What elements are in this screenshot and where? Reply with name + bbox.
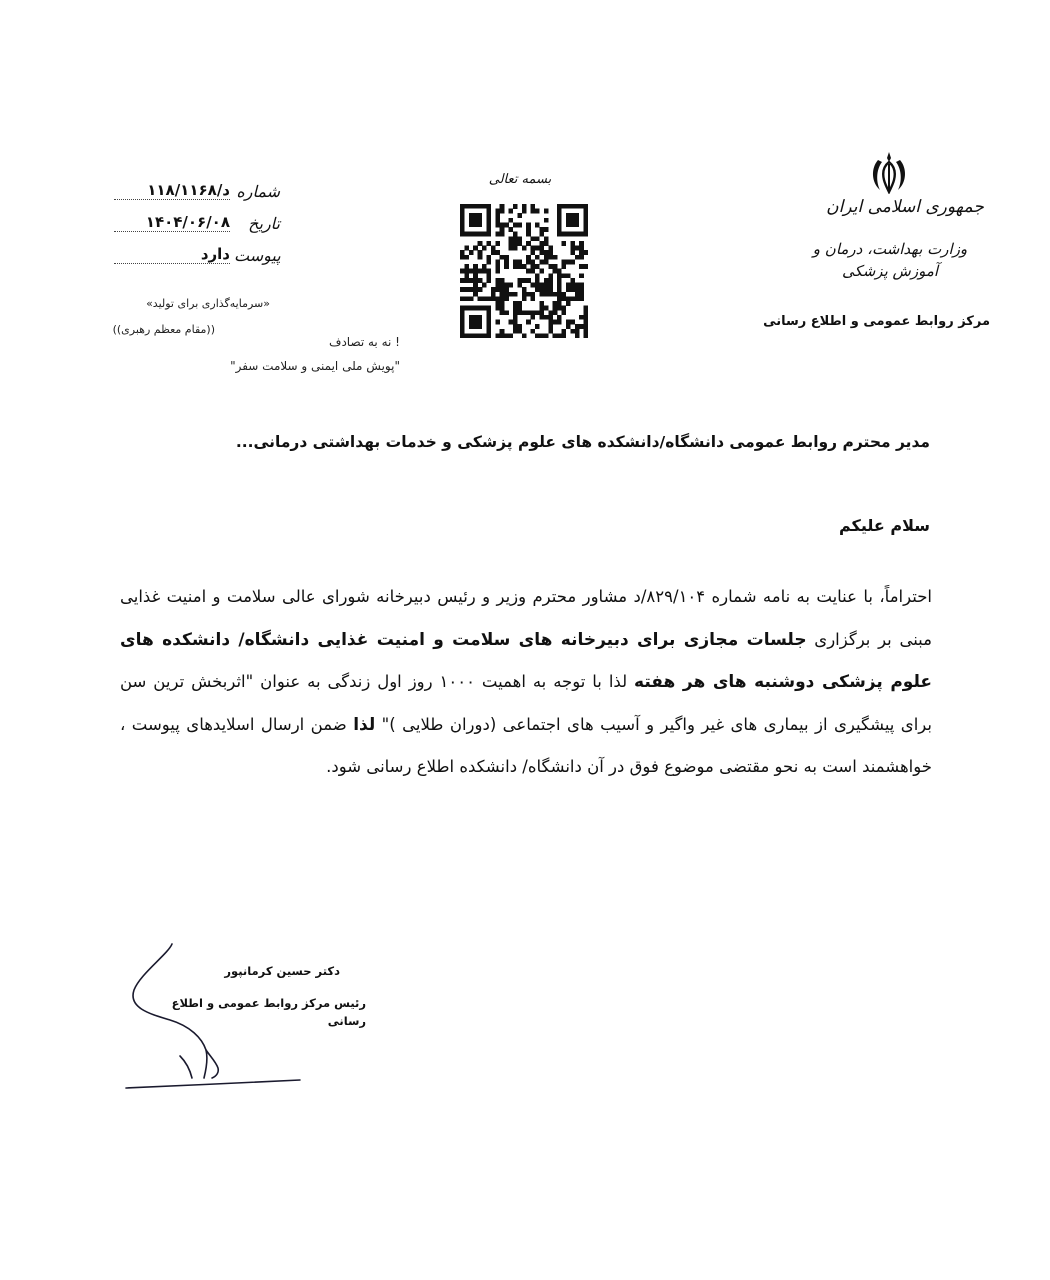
basmala: بسمه تعالی xyxy=(488,172,552,187)
paragraph-text-1: احتراماً، با عنایت به نامه شماره ۸۲۹/۱۰۴/د مشاور محترم وزیر و رئیس دبیرخانه شورای عالی سلامت و امنیت غذایی مبنی بر برگزاری xyxy=(120,587,933,649)
paragraph-text-3: ضمن ارسال اسلایدهای پیوست ، خواهشمند است به نحو مقتضی موضوع فوق در آن دانشگاه/ دانشکده اطلاع رسانی شود. xyxy=(120,714,932,776)
letter-number-row xyxy=(110,180,280,204)
motto-line2: "پویش ملی ایمنی و سلامت سفر" xyxy=(230,359,400,373)
date-value: ۱۴۰۴/۰۶/۰۸ xyxy=(114,213,230,232)
iran-emblem-icon xyxy=(866,150,912,194)
paragraph-text-2: لذا با توجه به اهمیت ۱۰۰۰ روز اول زندگی به عنوان "اثربخش ترین سن برای پیشگیری از بیماری های غیر واگیر و آسیب های اجتماعی (دوران طلایی )" xyxy=(120,672,933,734)
slogan-line1: «سرمایه‌گذاری برای تولید» xyxy=(146,297,270,310)
number-label: شماره xyxy=(236,182,280,201)
date-label: تاریخ xyxy=(248,214,280,233)
recipient-line: مدیر محترم روابط عمومی دانشگاه/دانشکده های علوم پزشکی و خدمات بهداشتی درمانی... xyxy=(235,433,930,451)
ministry-name-line1: جمهوری اسلامی ایران xyxy=(826,197,984,217)
attachment-label: پیوست xyxy=(234,246,281,265)
signatory-title: رئیس مرکز روابط عمومی و اطلاع رسانی xyxy=(171,996,366,1028)
attachment-value: دارد xyxy=(114,245,230,264)
center-name: مرکز روابط عمومی و اطلاع رسانی xyxy=(763,314,990,329)
ministry-name-line2: وزارت بهداشت، درمان و آموزش پزشکی xyxy=(812,240,968,280)
signatory-name: دکتر حسین کرمانپور xyxy=(224,964,340,978)
number-value: د/۱۱۸/۱۱۶۸ xyxy=(114,181,230,200)
paragraph-bold-2: لذا xyxy=(353,714,376,735)
greeting: سلام علیکم xyxy=(838,516,930,535)
letter-date-row xyxy=(110,212,280,236)
motto-line1: ! نه به تصادف xyxy=(329,335,400,349)
letter-body-paragraph xyxy=(120,576,932,789)
letter-attachment-row xyxy=(110,244,280,268)
slogan-line2: ((مقام معظم رهبری)) xyxy=(112,323,215,336)
paragraph-bold-1: جلسات مجازی برای دبیرخانه های سلامت و امنیت غذایی دانشگاه/ دانشکده های علوم پزشکی دوشنبه های هر هفته xyxy=(120,629,933,692)
qr-code-icon xyxy=(460,204,588,338)
